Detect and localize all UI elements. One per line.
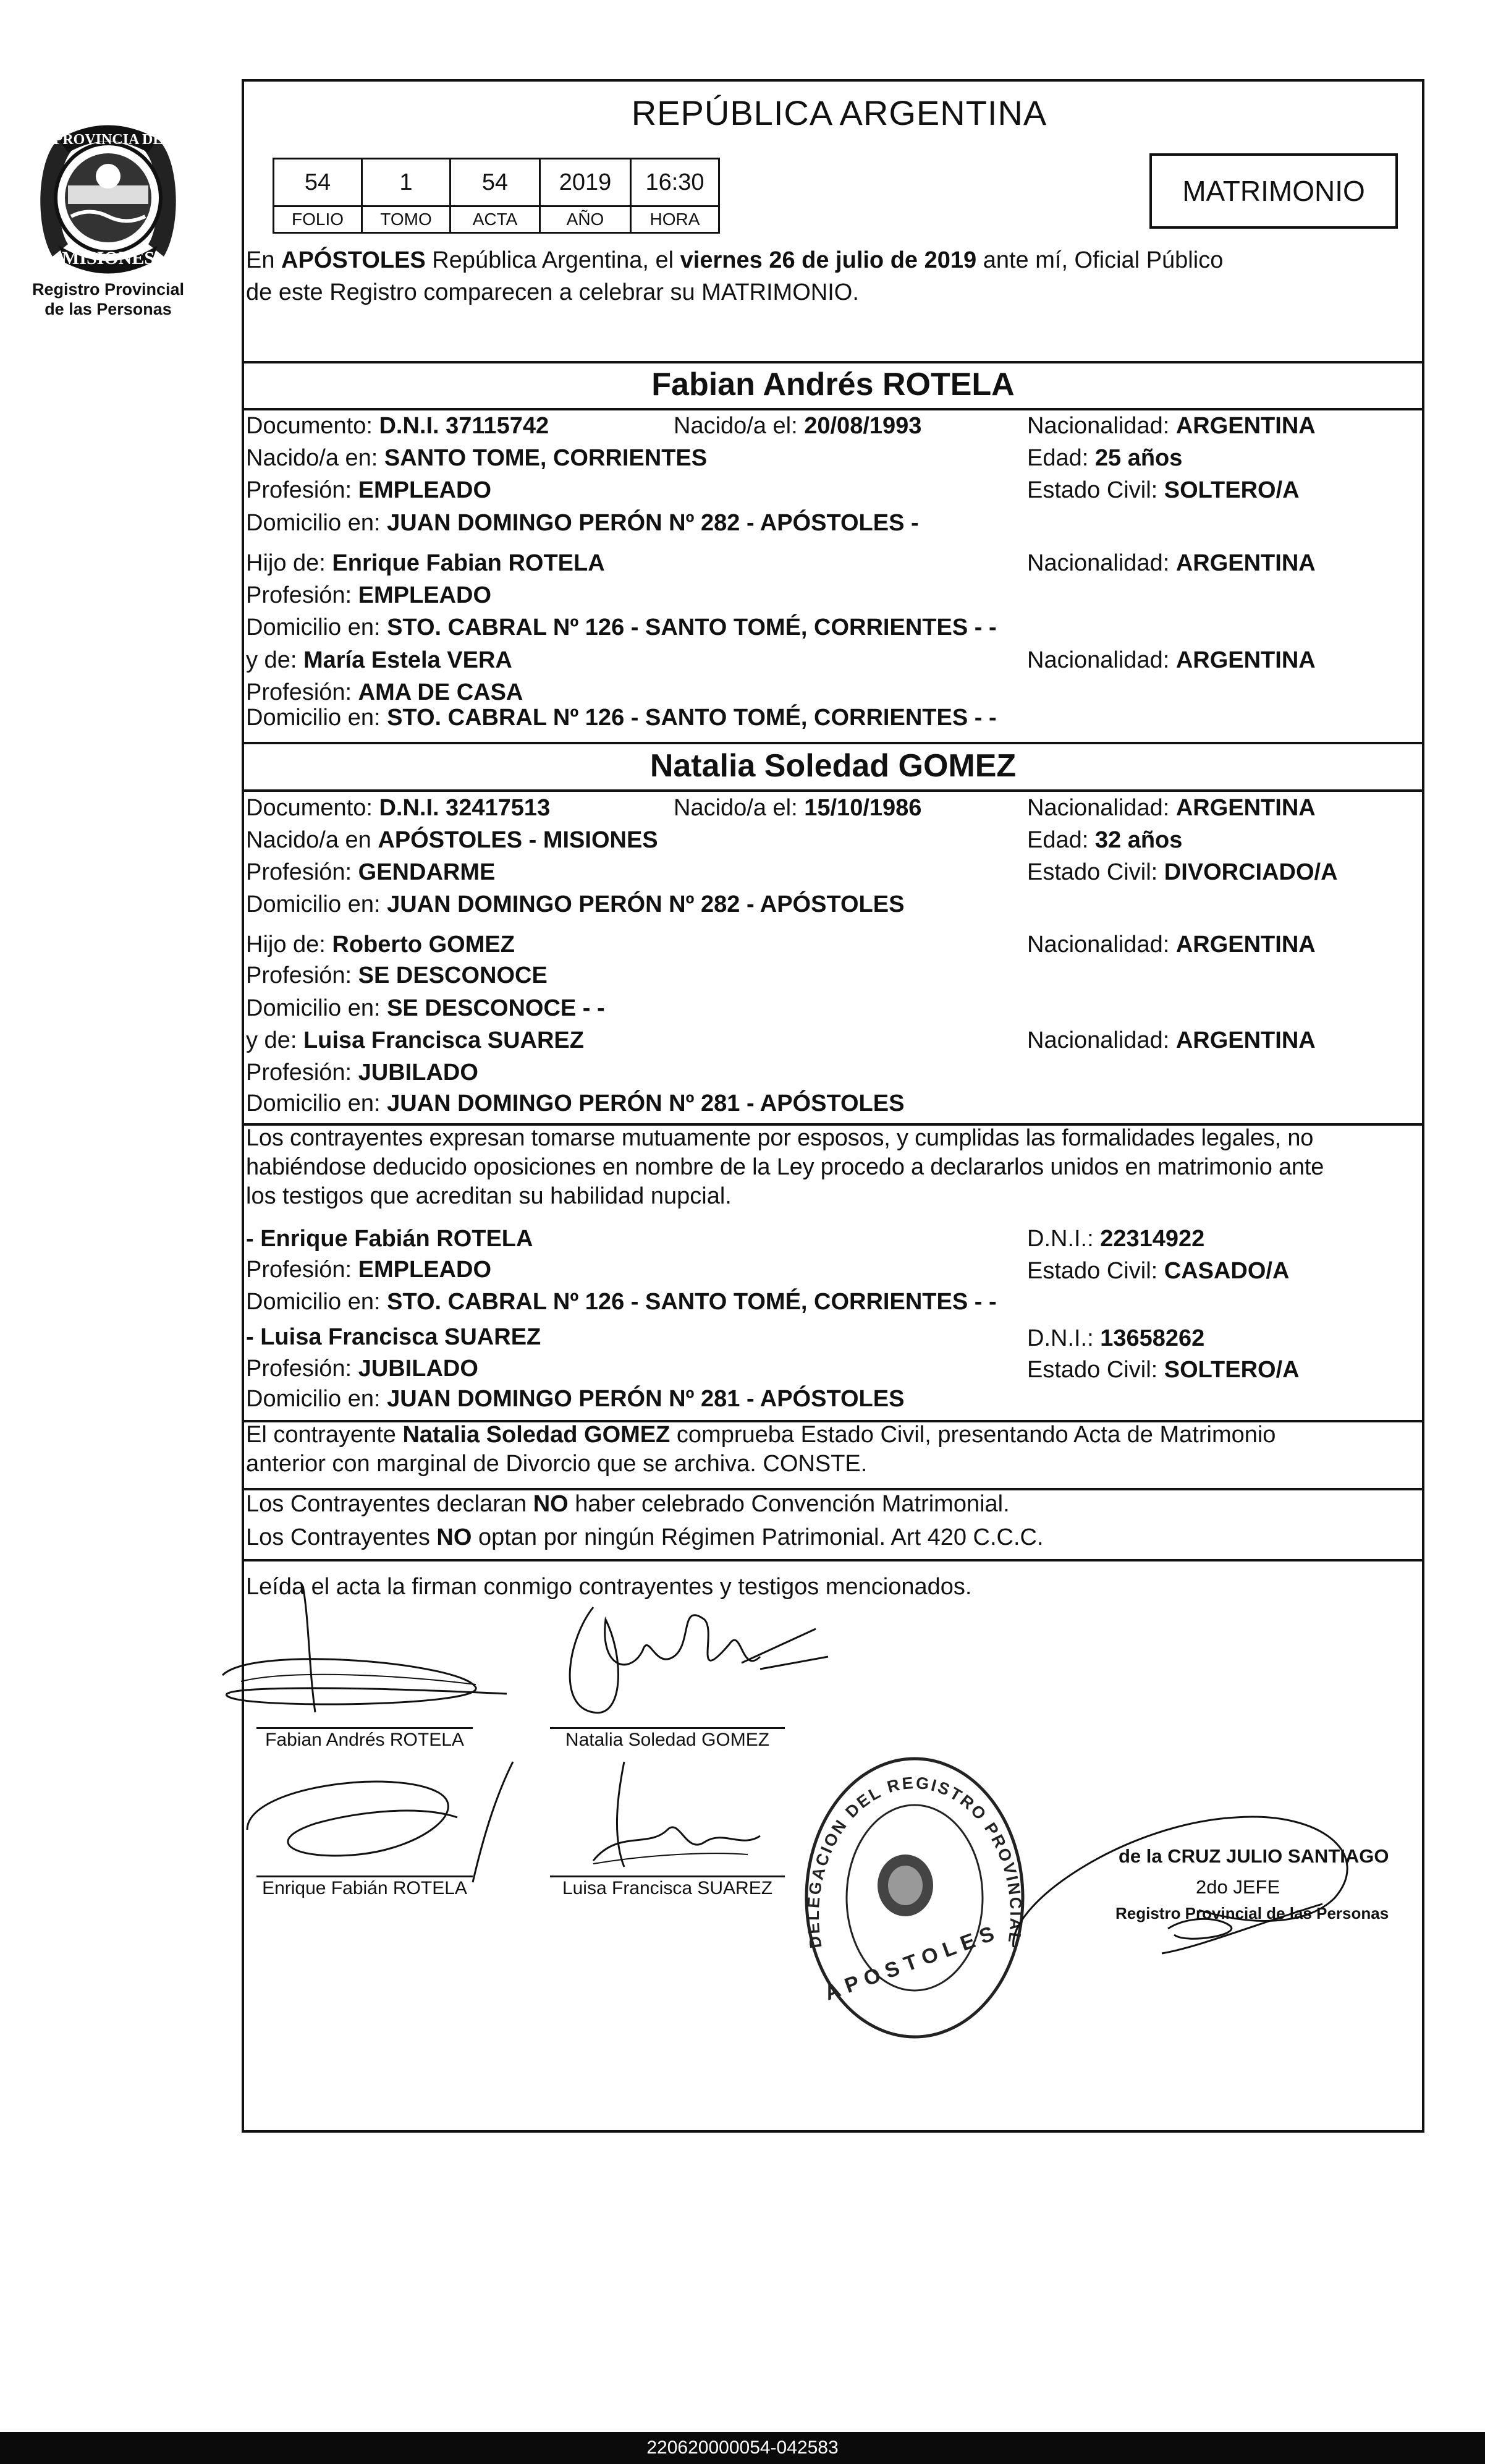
witness2-profession: Profesión: JUBILADO [246,1356,478,1382]
declaration-line-3: los testigos que acreditan su habilidad nupcial. [246,1183,732,1209]
officer-org: Registro Provincial de las Personas [1115,1904,1389,1922]
divider [242,1488,1424,1490]
declaration-line-2: habiéndose deducido oposiciones en nombre de la Ley procedo a declararlos unidos en matrimonio ante [246,1154,1324,1180]
signature-name-1: Fabian Andrés ROTELA [265,1730,464,1750]
spouse1-birthdate: Nacido/a el: 20/08/1993 [674,413,922,439]
note-line-2: anterior con marginal de Divorcio que se archiva. CONSTE. [246,1451,868,1477]
spouse2-mother-address: Domicilio en: JUAN DOMINGO PERÓN Nº 281 - APÓSTOLES [246,1090,905,1116]
spouse2-nationality: Nacionalidad: ARGENTINA [1027,795,1316,821]
record-header-grid [273,158,720,234]
signature-line-2 [550,1727,785,1729]
spouse1-mother: y de: María Estela VERA [246,647,512,673]
spouse1-name: Fabian Andrés ROTELA [651,367,1015,402]
witness2-address: Domicilio en: JUAN DOMINGO PERÓN Nº 281 - APÓSTOLES [246,1386,905,1412]
spouse2-address: Domicilio en: JUAN DOMINGO PERÓN Nº 282 - APÓSTOLES [246,891,905,917]
divider [242,742,1424,744]
acta-label: ACTA [451,206,540,233]
spouse2-birthplace: Nacido/a en APÓSTOLES - MISIONES [246,827,658,853]
folio-value: 54 [274,159,362,206]
witness2-dni: D.N.I.: 13658262 [1027,1325,1205,1351]
spouse2-father: Hijo de: Roberto GOMEZ [246,932,515,958]
spouse2-mother-profession: Profesión: JUBILADO [246,1060,478,1085]
provincial-seal-logo [34,114,182,275]
signature-ink-1 [216,1582,525,1731]
svg-text:DELEGACION DEL REGISTRO PROVIN [790,1728,1025,1953]
spouse2-doc: Documento: D.N.I. 32417513 [246,795,551,821]
spouse1-father-address: Domicilio en: STO. CABRAL Nº 126 - SANTO TOMÉ, CORRIENTES - - [246,614,997,640]
signature-name-4: Luisa Francisca SUAREZ [562,1878,773,1898]
note-line-1: El contrayente Natalia Soledad GOMEZ comprueba Estado Civil, presentando Acta de Matrimonio [246,1422,1276,1448]
divider [242,789,1424,792]
spouse1-doc: Documento: D.N.I. 37115742 [246,413,549,439]
folio-label: FOLIO [274,206,362,233]
witness1-civil-status: Estado Civil: CASADO/A [1027,1258,1290,1284]
spouse2-age: Edad: 32 años [1027,827,1183,853]
intro-line-2: de este Registro comparecen a celebrar su MATRIMONIO. [246,279,859,305]
intro-city: APÓSTOLES [281,247,426,273]
spouse2-civil-status: Estado Civil: DIVORCIADO/A [1027,859,1338,885]
spouse1-father: Hijo de: Enrique Fabian ROTELA [246,550,605,576]
spouse2-mother: y de: Luisa Francisca SUAREZ [246,1027,584,1053]
registry-stamp [789,1728,1032,2052]
witness2-civil-status: Estado Civil: SOLTERO/A [1027,1357,1300,1383]
spouse1-mother-profession: Profesión: AMA DE CASA [246,679,523,705]
logo-caption [12,279,204,319]
regime-line-2: Los Contrayentes NO optan por ningún Régimen Patrimonial. Art 420 C.C.C. [246,1524,1044,1550]
tomo-label: TOMO [362,206,451,233]
spouse1-birthplace: Nacido/a en: SANTO TOME, CORRIENTES [246,445,708,471]
seal-bottom-text: MISIONES [61,248,155,268]
intro-line-1: En APÓSTOLES República Argentina, el viernes 26 de julio de 2019 ante mí, Oficial Público [246,247,1224,273]
signature-name-3: Enrique Fabián ROTELA [262,1878,467,1898]
signature-ink-4 [556,1756,816,1879]
signature-name-2: Natalia Soledad GOMEZ [565,1730,770,1750]
stamp-city-text: APOSTOLES [821,1919,1004,2005]
spouse1-age: Edad: 25 años [1027,445,1183,471]
spouse1-civil-status: Estado Civil: SOLTERO/A [1027,477,1300,503]
tomo-value: 1 [362,159,451,206]
spouse2-name: Natalia Soledad GOMEZ [649,748,1017,784]
page-title: REPÚBLICA ARGENTINA [631,93,1047,132]
signature-ink-2 [556,1582,840,1731]
spouse1-profession: Profesión: EMPLEADO [246,477,492,503]
spouse1-mother-nationality: Nacionalidad: ARGENTINA [1027,647,1316,673]
record-type-box [1149,153,1398,229]
witness1-name: - Enrique Fabián ROTELA [246,1226,533,1252]
regime-line-1: Los Contrayentes declaran NO haber celebrado Convención Matrimonial. [246,1491,1010,1517]
spouse2-father-nationality: Nacionalidad: ARGENTINA [1027,932,1316,958]
acta-value: 54 [451,159,540,206]
anio-label: AÑO [540,206,631,233]
divider [242,408,1424,410]
closing-text: Leída el acta la firman conmigo contrayentes y testigos mencionados. [246,1574,972,1600]
divider [242,1559,1424,1561]
witness1-profession: Profesión: EMPLEADO [246,1257,492,1283]
hora-value: 16:30 [631,159,719,206]
signature-line-4 [550,1876,785,1877]
declaration-line-1: Los contrayentes expresan tomarse mutuamente por esposos, y cumplidas las formalidades legales, no [246,1125,1314,1151]
spouse2-father-address: Domicilio en: SE DESCONOCE - - [246,995,605,1021]
spouse1-father-profession: Profesión: EMPLEADO [246,582,492,608]
officer-name: de la CRUZ JULIO SANTIAGO [1119,1845,1389,1867]
officer-role: 2do JEFE [1196,1876,1280,1898]
spouse2-father-profession: Profesión: SE DESCONOCE [246,962,548,988]
spouse2-birthdate: Nacido/a el: 15/10/1986 [674,795,922,821]
officer-signature-ink [1001,1762,1372,1966]
hora-label: HORA [631,206,719,233]
witness1-address: Domicilio en: STO. CABRAL Nº 126 - SANTO TOMÉ, CORRIENTES - - [246,1289,997,1315]
witness2-name: - Luisa Francisca SUAREZ [246,1324,541,1350]
seal-top-text: PROVINCIA DE [53,132,163,148]
spouse1-nationality: Nacionalidad: ARGENTINA [1027,413,1316,439]
spouse1-mother-address: Domicilio en: STO. CABRAL Nº 126 - SANTO TOMÉ, CORRIENTES - - [246,705,997,731]
anio-value: 2019 [540,159,631,206]
signature-line-1 [256,1727,473,1729]
logo-caption-line1: Registro Provincial [32,280,185,299]
spouse2-profession: Profesión: GENDARME [246,859,496,885]
document-code: 220620000054-042583 [646,2437,839,2458]
intro-date: viernes 26 de julio de 2019 [680,247,977,273]
logo-caption-line2: de las Personas [44,300,172,318]
spouse2-mother-nationality: Nacionalidad: ARGENTINA [1027,1027,1316,1053]
spouse1-father-nationality: Nacionalidad: ARGENTINA [1027,550,1316,576]
signature-line-3 [256,1876,473,1877]
spouse1-address: Domicilio en: JUAN DOMINGO PERÓN Nº 282 - APÓSTOLES - [246,510,919,536]
witness1-dni: D.N.I.: 22314922 [1027,1226,1205,1252]
stamp-round-text: DELEGACION DEL REGISTRO PROVINCIAL DE LAS PERSONAS [789,1728,1026,1953]
signature-ink-3 [235,1749,525,1885]
document-footer [0,2432,1485,2464]
divider [242,361,1424,363]
record-type: MATRIMONIO [1182,175,1365,207]
seal-emblem-icon [34,114,182,275]
